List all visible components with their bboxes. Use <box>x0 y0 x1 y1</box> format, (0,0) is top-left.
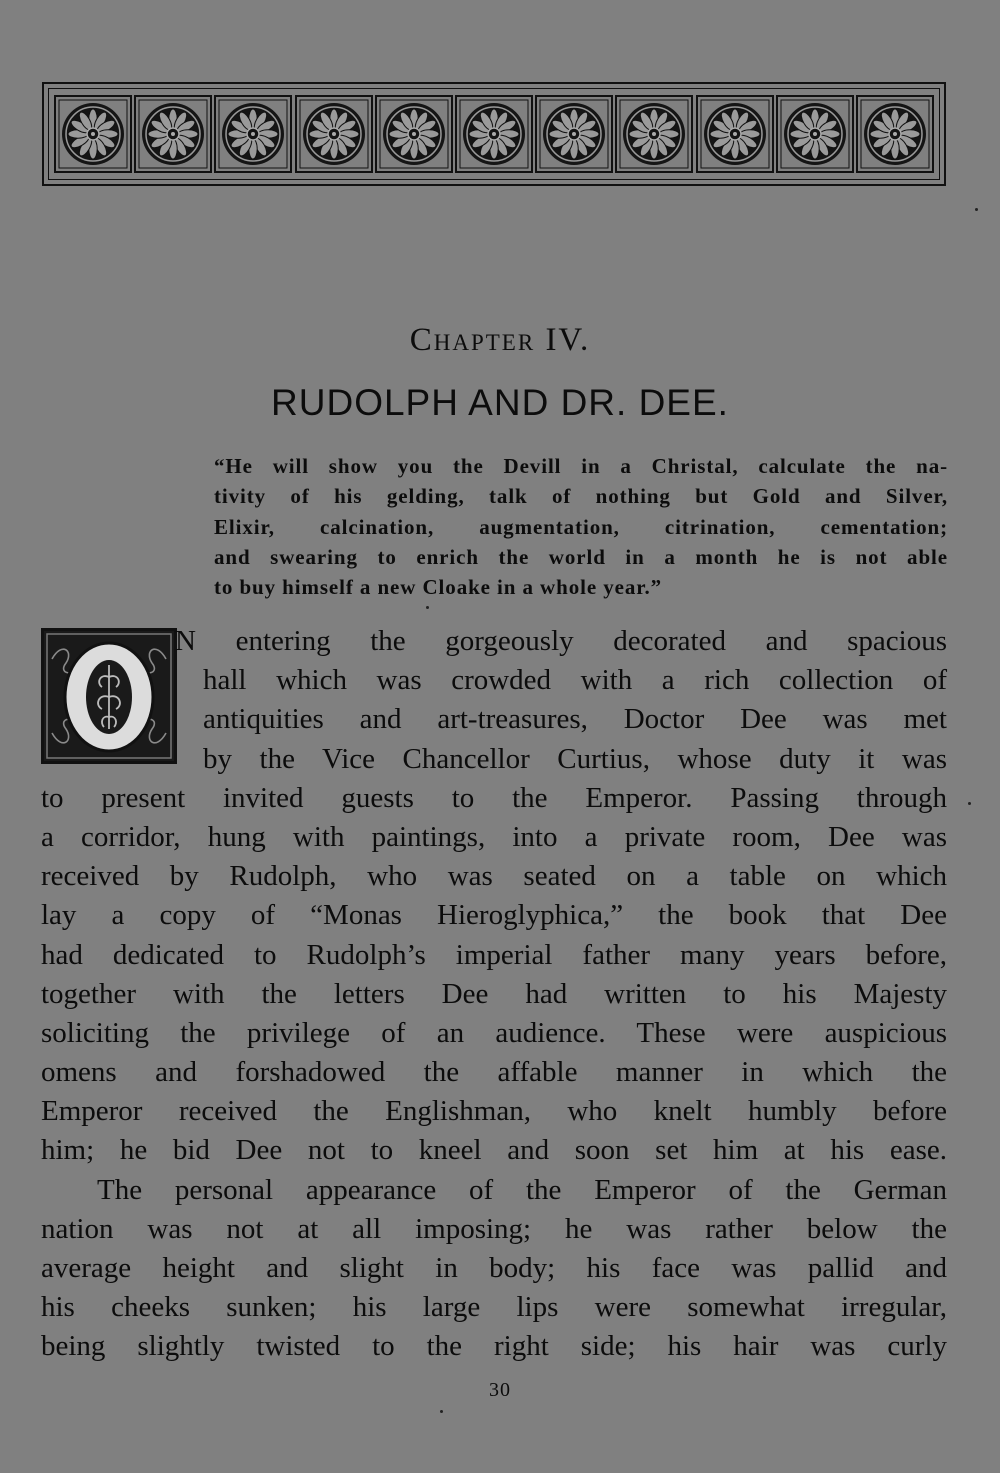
body-line: Emperor received the Englishman, who knelt humbly before <box>41 1095 947 1128</box>
chapter-heading: Chapter IV. <box>409 322 591 358</box>
rosette-ornament-icon <box>374 94 454 174</box>
print-speck <box>975 208 978 211</box>
body-line: average height and slight in body; his face was pallid and <box>41 1252 947 1284</box>
body-line: his cheeks sunken; his large lips were somewhat irregular, <box>41 1291 947 1324</box>
body-line: received by Rudolph, who was seated on a table on which <box>41 860 947 893</box>
rosette-ornament-icon <box>53 94 133 174</box>
chapter-body <box>41 622 947 1367</box>
body-line: by the Vice Chancellor Curtius, whose duty it was <box>203 742 947 775</box>
body-line: omens and forshadowed the affable manner in which the <box>41 1056 947 1089</box>
print-speck <box>426 606 429 609</box>
rosette-ornament-icon <box>534 94 614 174</box>
rosette-row <box>48 88 940 180</box>
rosette-ornament-icon <box>454 94 534 174</box>
body-line: him; he bid Dee not to kneel and soon set him at his ease. <box>41 1134 947 1167</box>
rosette-ornament-icon <box>294 94 374 174</box>
body-line: to present invited guests to the Emperor. Passing through <box>41 781 947 814</box>
body-line: hall which was crowded with a rich collection of <box>203 664 947 697</box>
rosette-ornament-icon <box>855 94 935 174</box>
body-line: lay a copy of “Monas Hieroglyphica,” the book that Dee <box>41 899 947 932</box>
body-line: being slightly twisted to the right side; his hair was curly <box>41 1330 947 1363</box>
body-line: N entering the gorgeously decorated and spacious <box>175 625 947 657</box>
body-line: soliciting the privilege of an audience. These were auspicious <box>41 1016 947 1049</box>
print-speck <box>968 802 971 805</box>
body-line: The personal appearance of the Emperor of the German <box>97 1173 947 1206</box>
page-number: 30 <box>489 1379 511 1401</box>
epigraph-line: Elixir, calcination, augmentation, citrination, cementation; <box>214 514 948 539</box>
rosette-ornament-icon <box>695 94 775 174</box>
body-line: antiquities and art-treasures, Doctor Dee was met <box>203 703 947 736</box>
epigraph-line: tivity of his gelding, talk of nothing but Gold and Silver, <box>214 484 948 509</box>
body-line: a corridor, hung with paintings, into a private room, Dee was <box>41 820 947 853</box>
ornamental-header-banner <box>42 82 946 186</box>
chapter-title: RUDOLPH AND DR. DEE. <box>271 382 729 423</box>
rosette-ornament-icon <box>213 94 293 174</box>
rosette-ornament-icon <box>775 94 855 174</box>
rosette-ornament-icon <box>133 94 213 174</box>
body-line: nation was not at all imposing; he was rather below the <box>41 1212 947 1245</box>
epigraph-line: and swearing to enrich the world in a month he is not able <box>214 544 948 569</box>
epigraph-quote <box>214 451 948 602</box>
epigraph-line: to buy himself a new Cloake in a whole year.” <box>214 575 663 600</box>
print-speck <box>440 1410 443 1413</box>
body-line: had dedicated to Rudolph’s imperial father many years before, <box>41 938 947 971</box>
rosette-ornament-icon <box>614 94 694 174</box>
body-line: together with the letters Dee had written to his Majesty <box>41 977 947 1010</box>
epigraph-line: “He will show you the Devill in a Christal, calculate the na- <box>214 454 948 478</box>
